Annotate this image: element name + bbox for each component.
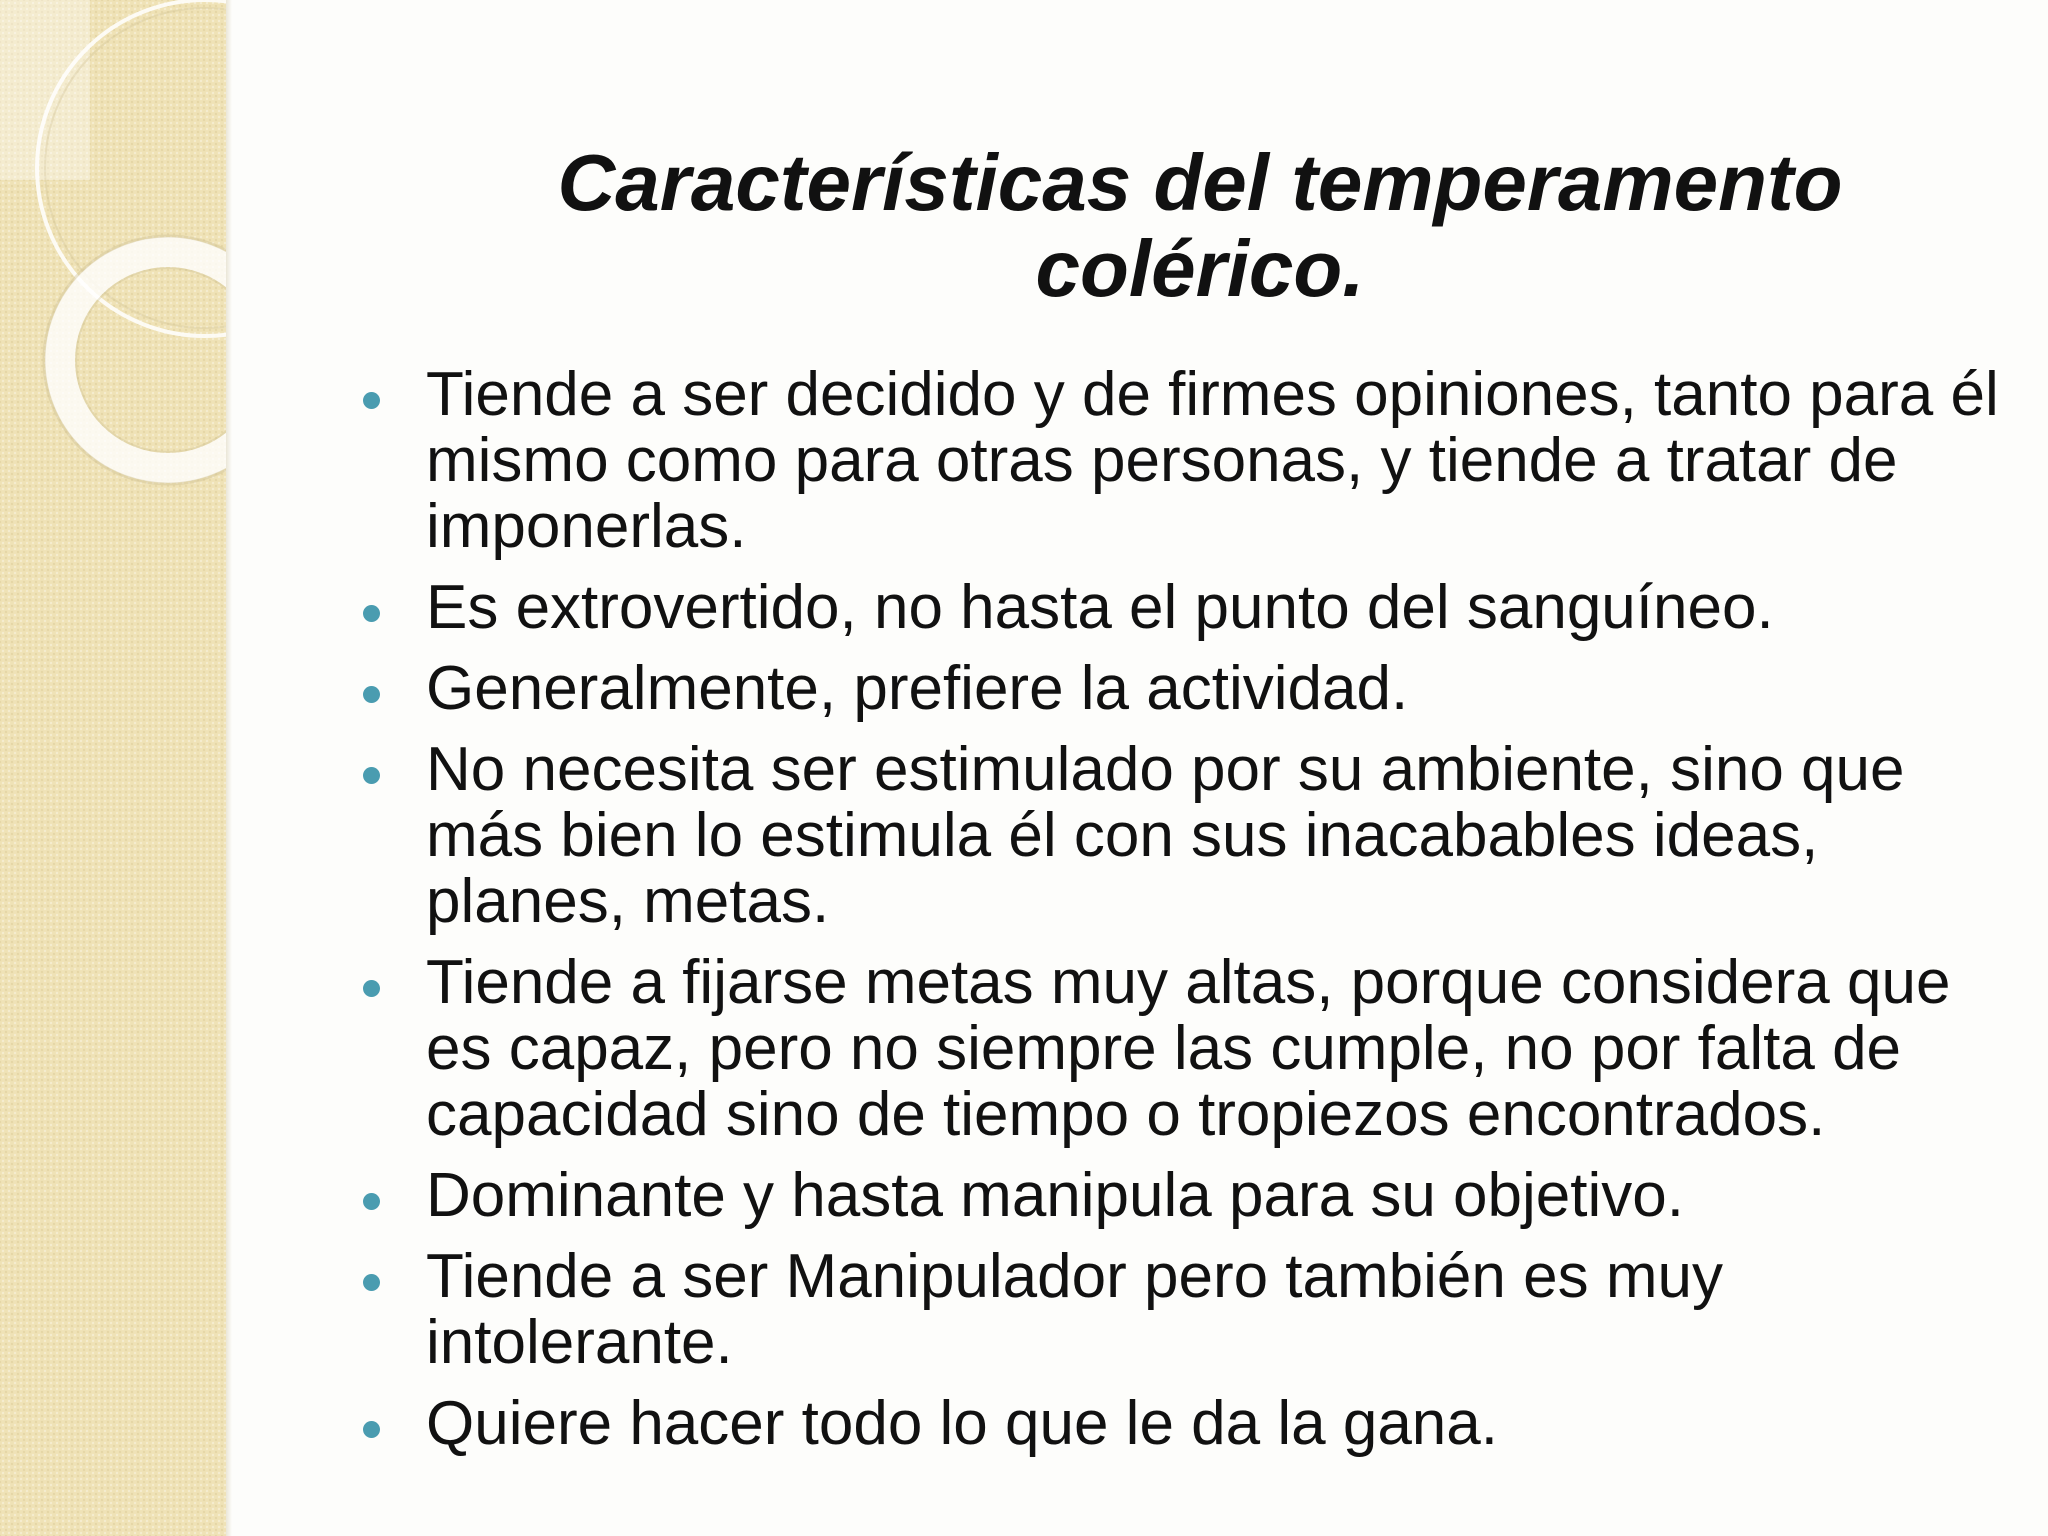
bullet-text: Es extrovertido, no hasta el punto del sanguíneo. bbox=[426, 573, 1774, 642]
bullet-item bbox=[360, 950, 2020, 1148]
slide-title bbox=[330, 140, 2048, 312]
bullet-text: No necesita ser estimulado por su ambiente, sino que más bien lo estimula él con sus inacabables ideas, planes, metas. bbox=[426, 735, 1905, 936]
bullet-item bbox=[360, 575, 2020, 641]
bullet-dot-icon bbox=[363, 767, 380, 784]
sidebar-shadow bbox=[226, 0, 232, 1536]
bullet-text: Generalmente, prefiere la actividad. bbox=[426, 654, 1409, 723]
bullet-dot-icon bbox=[363, 605, 380, 622]
bullet-text: Dominante y hasta manipula para su objetivo. bbox=[426, 1161, 1684, 1230]
bullet-dot-icon bbox=[363, 980, 380, 997]
bullet-dot-icon bbox=[363, 1193, 380, 1210]
bullet-item bbox=[360, 737, 2020, 935]
bullet-item bbox=[360, 1391, 2020, 1457]
decorative-sidebar bbox=[0, 0, 226, 1536]
bullet-item bbox=[360, 1163, 2020, 1229]
bullet-list bbox=[360, 362, 2020, 1472]
bullet-dot-icon bbox=[363, 392, 380, 409]
bullet-dot-icon bbox=[363, 686, 380, 703]
bullet-item bbox=[360, 362, 2020, 560]
bullet-dot-icon bbox=[363, 1274, 380, 1291]
bullet-text: Tiende a ser decidido y de firmes opiniones, tanto para él mismo como para otras personas, y tiende a tratar de imponerlas. bbox=[426, 360, 1999, 561]
bullet-text: Tiende a fijarse metas muy altas, porque considera que es capaz, pero no siempre las cumple, no por falta de capacidad sino de tiempo o tropiezos encontrados. bbox=[426, 948, 1951, 1149]
bullet-item bbox=[360, 656, 2020, 722]
bullet-text: Quiere hacer todo lo que le da la gana. bbox=[426, 1389, 1498, 1458]
slide-title-line-2: colérico. bbox=[1035, 224, 1365, 313]
bullet-item bbox=[360, 1244, 2020, 1376]
slide-title-line-1: Características del temperamento bbox=[557, 138, 1843, 227]
bullet-text: Tiende a ser Manipulador pero también es muy intolerante. bbox=[426, 1242, 1723, 1377]
bullet-dot-icon bbox=[363, 1421, 380, 1438]
decorative-rings-graphic bbox=[0, 0, 226, 1536]
